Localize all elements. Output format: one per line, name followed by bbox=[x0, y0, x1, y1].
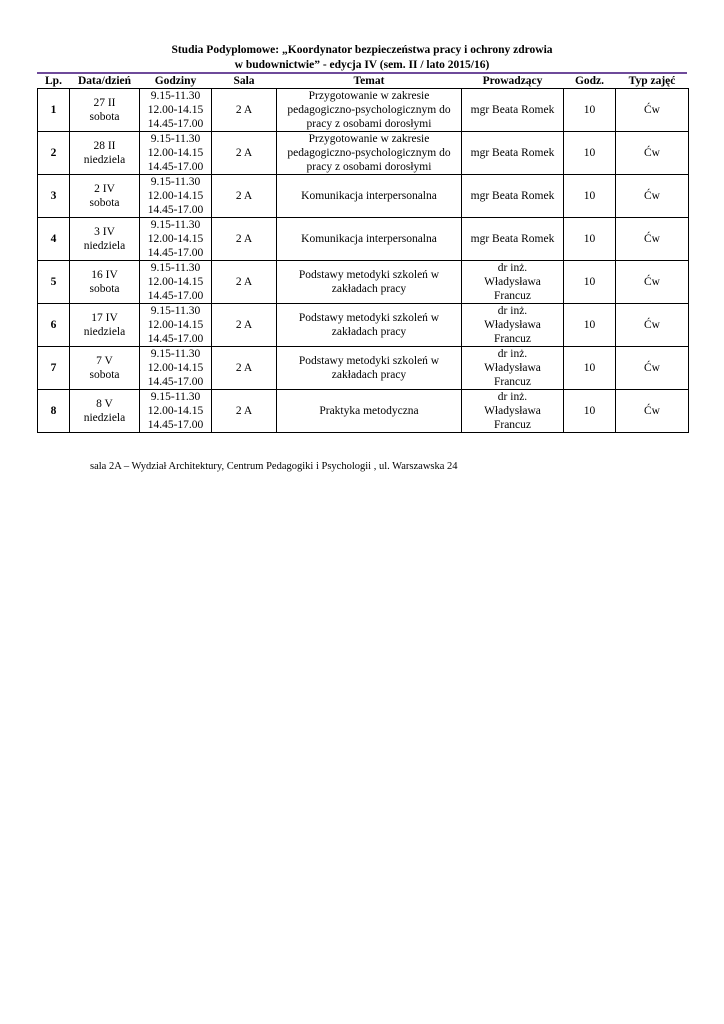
col-header-topic: Temat bbox=[277, 74, 462, 89]
cell-lp: 4 bbox=[38, 218, 70, 261]
time-slot: 14.45-17.00 bbox=[147, 290, 204, 302]
cell-date: 16 IV bbox=[91, 269, 118, 281]
cell-date: 2 IV bbox=[94, 183, 115, 195]
cell-lp: 5 bbox=[38, 261, 70, 304]
col-header-hours-count: Godz. bbox=[564, 74, 616, 89]
cell-topic bbox=[277, 261, 462, 304]
time-slot: 14.45-17.00 bbox=[147, 376, 204, 388]
cell-lp: 7 bbox=[38, 347, 70, 390]
cell-lp: 8 bbox=[38, 390, 70, 433]
cell-date: 7 V bbox=[96, 355, 113, 367]
cell-date-day bbox=[70, 390, 140, 433]
footnote: sala 2A – Wydział Architektury, Centrum Pedagogiki i Psychologii , ul. Warszawska 24 bbox=[90, 461, 458, 472]
teacher-line: Władysława bbox=[484, 405, 541, 417]
cell-teacher bbox=[462, 218, 564, 261]
col-header-lp: Lp. bbox=[38, 74, 70, 89]
cell-class-type: Ćw bbox=[616, 390, 689, 433]
cell-time-slots bbox=[140, 261, 212, 304]
teacher-line: Francuz bbox=[493, 376, 532, 388]
cell-hours-count: 10 bbox=[564, 89, 616, 132]
cell-time-slots bbox=[140, 304, 212, 347]
cell-topic bbox=[277, 347, 462, 390]
page-title bbox=[37, 43, 687, 73]
time-slot: 12.00-14.15 bbox=[147, 362, 204, 374]
time-slot: 9.15-11.30 bbox=[150, 348, 201, 360]
table-row bbox=[38, 175, 689, 218]
cell-time-slots bbox=[140, 89, 212, 132]
time-slot: 9.15-11.30 bbox=[150, 262, 201, 274]
cell-date-day bbox=[70, 89, 140, 132]
cell-day: niedziela bbox=[83, 326, 126, 338]
title-line-2: w budownictwie” - edycja IV (sem. II / lato 2015/16) bbox=[234, 59, 490, 71]
cell-date-day bbox=[70, 347, 140, 390]
topic-line: Podstawy metodyki szkoleń w bbox=[298, 269, 440, 281]
teacher-line: mgr Beata Romek bbox=[470, 190, 555, 202]
cell-room: 2 A bbox=[212, 347, 277, 390]
cell-topic bbox=[277, 390, 462, 433]
cell-lp: 3 bbox=[38, 175, 70, 218]
cell-day: niedziela bbox=[83, 412, 126, 424]
topic-line: Komunikacja interpersonalna bbox=[301, 233, 437, 245]
cell-date-day bbox=[70, 304, 140, 347]
cell-day: niedziela bbox=[83, 154, 126, 166]
col-header-room: Sala bbox=[212, 74, 277, 89]
cell-lp: 6 bbox=[38, 304, 70, 347]
cell-date: 8 V bbox=[96, 398, 113, 410]
teacher-line: mgr Beata Romek bbox=[470, 104, 555, 116]
time-slot: 14.45-17.00 bbox=[147, 161, 204, 173]
topic-line: Komunikacja interpersonalna bbox=[301, 190, 437, 202]
cell-teacher bbox=[462, 304, 564, 347]
cell-time-slots bbox=[140, 390, 212, 433]
cell-class-type: Ćw bbox=[616, 304, 689, 347]
time-slot: 9.15-11.30 bbox=[150, 219, 201, 231]
cell-class-type: Ćw bbox=[616, 89, 689, 132]
time-slot: 14.45-17.00 bbox=[147, 118, 204, 130]
cell-teacher bbox=[462, 347, 564, 390]
time-slot: 9.15-11.30 bbox=[150, 90, 201, 102]
topic-line: pedagogiczno-psychologicznym do bbox=[287, 147, 451, 159]
topic-line: pracy z osobami dorosłymi bbox=[306, 161, 432, 173]
cell-date: 3 IV bbox=[94, 226, 115, 238]
teacher-line: Francuz bbox=[493, 419, 532, 431]
cell-time-slots bbox=[140, 218, 212, 261]
time-slot: 14.45-17.00 bbox=[147, 247, 204, 259]
col-header-hours-range: Godziny bbox=[140, 74, 212, 89]
cell-topic bbox=[277, 132, 462, 175]
cell-teacher bbox=[462, 132, 564, 175]
cell-topic bbox=[277, 304, 462, 347]
cell-hours-count: 10 bbox=[564, 261, 616, 304]
cell-teacher bbox=[462, 89, 564, 132]
col-header-date: Data/dzień bbox=[70, 74, 140, 89]
cell-time-slots bbox=[140, 132, 212, 175]
teacher-line: Władysława bbox=[484, 362, 541, 374]
cell-class-type: Ćw bbox=[616, 218, 689, 261]
title-line-1: Studia Podyplomowe: „Koordynator bezpieczeństwa pracy i ochrony zdrowia bbox=[171, 44, 553, 56]
table-row bbox=[38, 132, 689, 175]
cell-hours-count: 10 bbox=[564, 175, 616, 218]
topic-line: Podstawy metodyki szkoleń w bbox=[298, 312, 440, 324]
cell-date: 28 II bbox=[93, 140, 116, 152]
cell-hours-count: 10 bbox=[564, 218, 616, 261]
cell-hours-count: 10 bbox=[564, 132, 616, 175]
time-slot: 12.00-14.15 bbox=[147, 276, 204, 288]
time-slot: 14.45-17.00 bbox=[147, 419, 204, 431]
time-slot: 12.00-14.15 bbox=[147, 190, 204, 202]
cell-teacher bbox=[462, 390, 564, 433]
cell-room: 2 A bbox=[212, 175, 277, 218]
time-slot: 12.00-14.15 bbox=[147, 319, 204, 331]
cell-class-type: Ćw bbox=[616, 175, 689, 218]
teacher-line: Władysława bbox=[484, 276, 541, 288]
schedule-table bbox=[37, 74, 689, 433]
time-slot: 14.45-17.00 bbox=[147, 333, 204, 345]
topic-line: zakładach pracy bbox=[331, 369, 407, 381]
cell-room: 2 A bbox=[212, 261, 277, 304]
cell-date-day bbox=[70, 261, 140, 304]
topic-line: Przygotowanie w zakresie bbox=[308, 133, 430, 145]
cell-date: 27 II bbox=[93, 97, 116, 109]
time-slot: 9.15-11.30 bbox=[150, 305, 201, 317]
cell-class-type: Ćw bbox=[616, 261, 689, 304]
teacher-line: Francuz bbox=[493, 290, 532, 302]
time-slot: 9.15-11.30 bbox=[150, 176, 201, 188]
cell-date: 17 IV bbox=[91, 312, 118, 324]
teacher-line: Władysława bbox=[484, 319, 541, 331]
time-slot: 9.15-11.30 bbox=[150, 133, 201, 145]
cell-day: sobota bbox=[89, 111, 120, 123]
table-row bbox=[38, 304, 689, 347]
teacher-line: mgr Beata Romek bbox=[470, 147, 555, 159]
topic-line: Podstawy metodyki szkoleń w bbox=[298, 355, 440, 367]
table-row bbox=[38, 261, 689, 304]
cell-class-type: Ćw bbox=[616, 132, 689, 175]
cell-date-day bbox=[70, 175, 140, 218]
teacher-line: Francuz bbox=[493, 333, 532, 345]
teacher-line: dr inż. bbox=[497, 391, 528, 403]
cell-topic bbox=[277, 218, 462, 261]
time-slot: 14.45-17.00 bbox=[147, 204, 204, 216]
cell-class-type: Ćw bbox=[616, 347, 689, 390]
cell-room: 2 A bbox=[212, 390, 277, 433]
cell-day: niedziela bbox=[83, 240, 126, 252]
cell-lp: 1 bbox=[38, 89, 70, 132]
topic-line: pracy z osobami dorosłymi bbox=[306, 118, 432, 130]
topic-line: zakładach pracy bbox=[331, 326, 407, 338]
time-slot: 12.00-14.15 bbox=[147, 233, 204, 245]
topic-line: zakładach pracy bbox=[331, 283, 407, 295]
cell-topic bbox=[277, 175, 462, 218]
topic-line: pedagogiczno-psychologicznym do bbox=[287, 104, 451, 116]
table-row bbox=[38, 390, 689, 433]
table-row bbox=[38, 218, 689, 261]
cell-room: 2 A bbox=[212, 89, 277, 132]
cell-hours-count: 10 bbox=[564, 347, 616, 390]
cell-topic bbox=[277, 89, 462, 132]
teacher-line: dr inż. bbox=[497, 348, 528, 360]
cell-room: 2 A bbox=[212, 218, 277, 261]
time-slot: 9.15-11.30 bbox=[150, 391, 201, 403]
cell-date-day bbox=[70, 218, 140, 261]
teacher-line: dr inż. bbox=[497, 305, 528, 317]
cell-time-slots bbox=[140, 175, 212, 218]
cell-day: sobota bbox=[89, 283, 120, 295]
cell-teacher bbox=[462, 175, 564, 218]
cell-hours-count: 10 bbox=[564, 304, 616, 347]
cell-day: sobota bbox=[89, 197, 120, 209]
cell-time-slots bbox=[140, 347, 212, 390]
cell-teacher bbox=[462, 261, 564, 304]
col-header-type: Typ zajęć bbox=[616, 74, 689, 89]
col-header-teacher: Prowadzący bbox=[462, 74, 564, 89]
cell-hours-count: 10 bbox=[564, 390, 616, 433]
topic-line: Przygotowanie w zakresie bbox=[308, 90, 430, 102]
table-header-row bbox=[38, 74, 689, 89]
cell-day: sobota bbox=[89, 369, 120, 381]
time-slot: 12.00-14.15 bbox=[147, 147, 204, 159]
cell-room: 2 A bbox=[212, 304, 277, 347]
cell-room: 2 A bbox=[212, 132, 277, 175]
table-row bbox=[38, 347, 689, 390]
teacher-line: dr inż. bbox=[497, 262, 528, 274]
teacher-line: mgr Beata Romek bbox=[470, 233, 555, 245]
cell-date-day bbox=[70, 132, 140, 175]
table-row bbox=[38, 89, 689, 132]
cell-lp: 2 bbox=[38, 132, 70, 175]
time-slot: 12.00-14.15 bbox=[147, 104, 204, 116]
topic-line: Praktyka metodyczna bbox=[319, 405, 419, 417]
time-slot: 12.00-14.15 bbox=[147, 405, 204, 417]
